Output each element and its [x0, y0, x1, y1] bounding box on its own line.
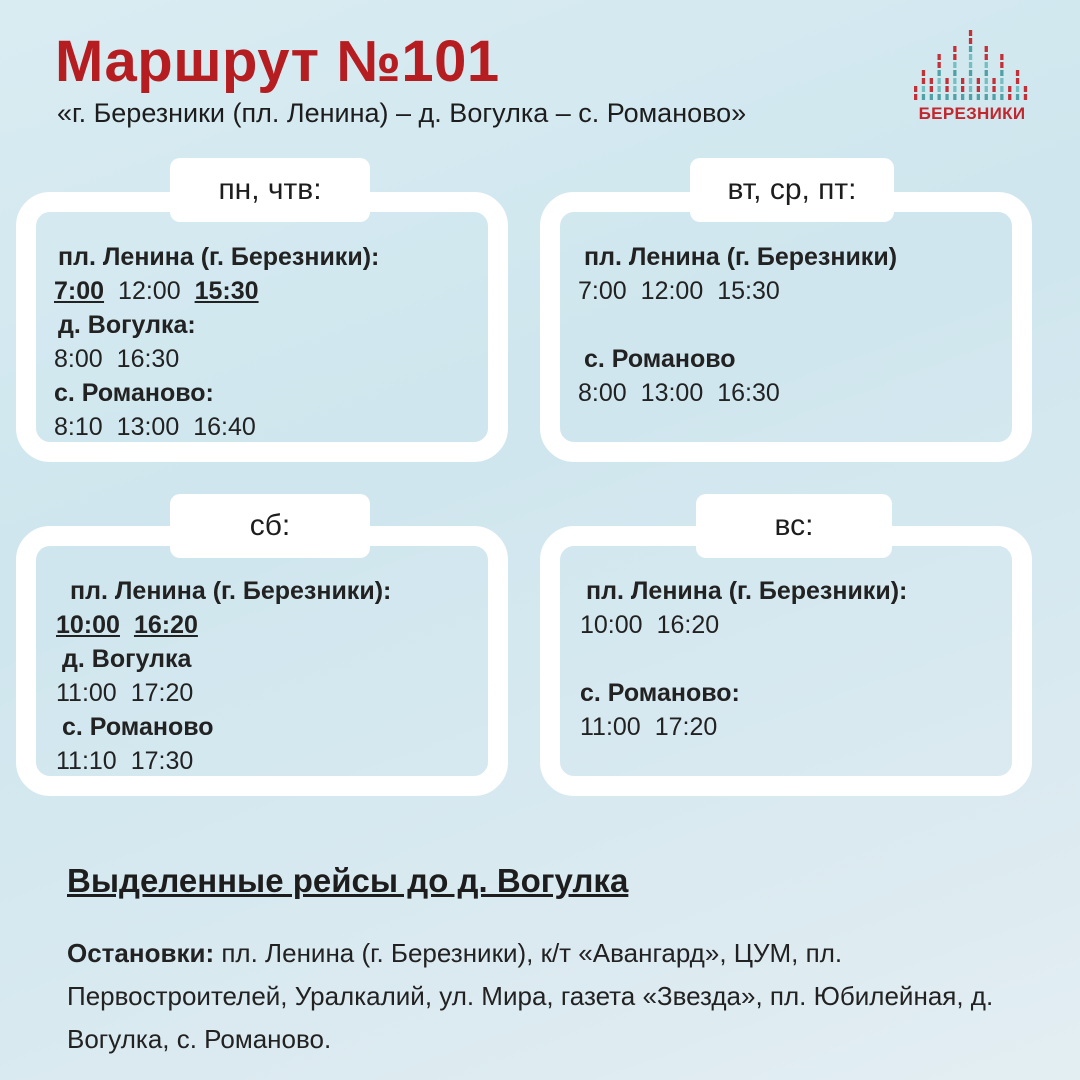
- stops-text: пл. Ленина (г. Березники), к/т «Авангард», ЦУМ, пл. Первостроителей, Уралкалий, ул. Мира, газета «Звезда», пл. Юбилейная, д. Вогулка, с. Романово.: [67, 938, 994, 1054]
- stops-label: Остановки:: [67, 938, 215, 968]
- schedule-card-sat: [16, 526, 508, 796]
- stop-name: д. Вогулка: [62, 645, 192, 673]
- stop-name: пл. Ленина (г. Березники):: [58, 243, 380, 271]
- departure-time: 17:20: [130, 679, 194, 707]
- times-row: [580, 710, 907, 744]
- departure-time: 11:10: [56, 747, 117, 775]
- times-row: [54, 274, 379, 308]
- stop-name: с. Романово: [62, 713, 214, 741]
- departure-time: 10:00: [580, 611, 643, 639]
- route-subtitle: «г. Березники (пл. Ленина) – д. Вогулка – с. Романово»: [57, 98, 747, 128]
- skyline-icon: [912, 20, 1032, 104]
- schedule-lines: [54, 240, 379, 444]
- departure-time: 11:00: [56, 679, 117, 707]
- departure-time: 12:00: [640, 277, 704, 305]
- schedule-lines: [580, 574, 907, 744]
- logo-text: БЕРЕЗНИКИ: [918, 104, 1026, 123]
- schedule-card-tue-wed-fri: [540, 192, 1032, 462]
- departure-time: 11:00: [580, 713, 641, 741]
- departure-time: 15:30: [717, 277, 780, 305]
- times-row: [56, 608, 391, 642]
- departure-time: 8:00: [578, 379, 627, 407]
- departure-time: 15:30: [194, 277, 259, 305]
- stop-name: с. Романово:: [580, 679, 740, 707]
- departure-time: 12:00: [118, 277, 181, 305]
- times-row: [54, 410, 379, 444]
- departure-time: 17:30: [130, 747, 194, 775]
- stop-name: д. Вогулка:: [58, 311, 196, 339]
- times-row: [56, 744, 391, 778]
- schedule-lines: [56, 574, 391, 778]
- stop-name: пл. Ленина (г. Березники):: [586, 577, 908, 605]
- stop-name: с. Романово:: [54, 379, 214, 407]
- schedule-card-mon-thu: [16, 192, 508, 462]
- page-title: Маршрут №101: [55, 29, 500, 94]
- departure-time: 13:00: [116, 413, 180, 441]
- days-label-mon-thu: пн, чтв:: [170, 158, 370, 222]
- stop-name: с. Романово: [584, 345, 736, 373]
- departure-time: 17:20: [654, 713, 718, 741]
- departure-time: 16:40: [193, 413, 256, 441]
- berezniki-logo: [912, 20, 1032, 130]
- departure-time: 16:20: [656, 611, 720, 639]
- departure-time: 16:30: [717, 379, 780, 407]
- schedule-lines: [578, 240, 897, 410]
- departure-time: 7:00: [54, 277, 105, 305]
- highlighted-trips-title: Выделенные рейсы до д. Вогулка: [67, 862, 629, 899]
- departure-time: 16:20: [133, 611, 198, 639]
- stop-name: пл. Ленина (г. Березники): [584, 243, 898, 271]
- times-row: [578, 376, 897, 410]
- departure-time: 10:00: [56, 611, 120, 639]
- departure-time: 8:00: [54, 345, 103, 373]
- schedule-card-sun: [540, 526, 1032, 796]
- departure-time: 7:00: [578, 277, 627, 305]
- times-row: [54, 342, 379, 376]
- days-label-sat: сб:: [170, 494, 370, 558]
- days-label-sun: вс:: [696, 494, 892, 558]
- departure-time: 13:00: [640, 379, 704, 407]
- departure-time: 8:10: [54, 413, 103, 441]
- times-row: [56, 676, 391, 710]
- departure-time: 16:30: [116, 345, 180, 373]
- days-label-tue-wed-fri: вт, ср, пт:: [690, 158, 894, 222]
- stop-name: пл. Ленина (г. Березники):: [70, 577, 392, 605]
- times-row: [580, 608, 907, 642]
- times-row: [578, 274, 897, 308]
- stops-list: [67, 932, 1027, 1061]
